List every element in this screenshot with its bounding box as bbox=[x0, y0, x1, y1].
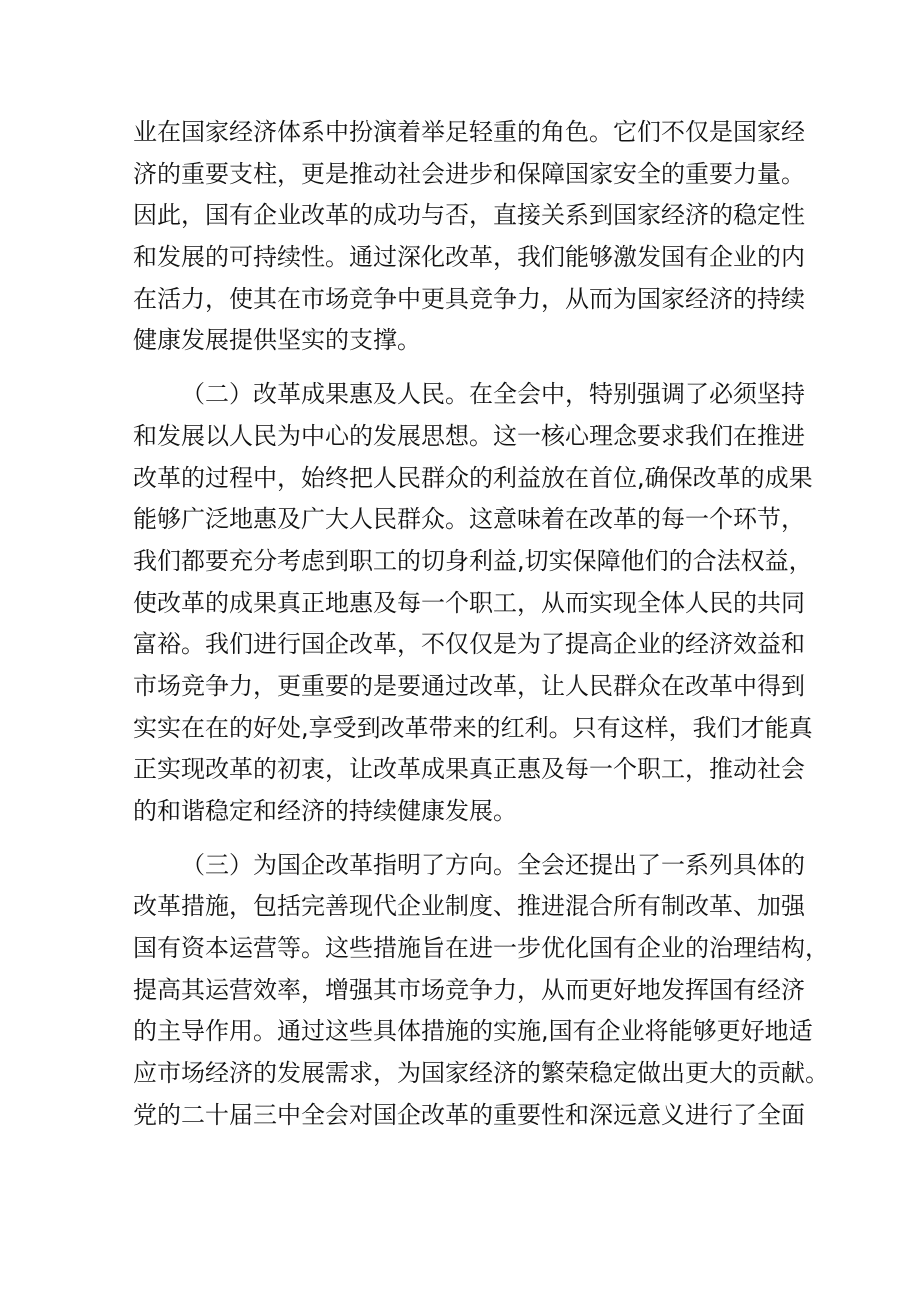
text-line: 改革措施，包括完善现代企业制度、推进混合所有制改革、加强 bbox=[133, 892, 805, 921]
text-line: 改革的过程中，始终把人民群众的利益放在首位,确保改革的成果 bbox=[133, 463, 813, 492]
text-line: 的主导作用。通过这些具体措施的实施,国有企业将能够更好地适 bbox=[133, 1017, 813, 1046]
document-body bbox=[133, 112, 829, 1137]
text-line: 党的二十届三中全会对国企改革的重要性和深远意义进行了全面 bbox=[133, 1100, 805, 1129]
text-line: 和发展以人民为中心的发展思想。这一核心理念要求我们在推进 bbox=[133, 421, 805, 450]
text-line: 实实在在的好处,享受到改革带来的红利。只有这样，我们才能真 bbox=[133, 713, 813, 742]
text-line: 健康发展提供坚实的支撑。 bbox=[133, 326, 421, 355]
text-line: 我们都要充分考虑到职工的切身利益,切实保障他们的合法权益， bbox=[133, 546, 813, 575]
text-line: 在活力，使其在市场竞争中更具竞争力，从而为国家经济的持续 bbox=[133, 284, 805, 313]
paragraph-gap bbox=[133, 362, 805, 374]
text-line: 因此，国有企业改革的成功与否，直接关系到国家经济的稳定性 bbox=[133, 201, 805, 230]
text-line: 正实现改革的初衷，让改革成果真正惠及每一个职工，推动社会 bbox=[133, 755, 805, 784]
text-line: 使改革的成果真正地惠及每一个职工，从而实现全体人民的共同 bbox=[133, 588, 805, 617]
text-line: 应市场经济的发展需求，为国家经济的繁荣稳定做出更大的贡献。 bbox=[133, 1059, 829, 1088]
text-line: 济的重要支柱，更是推动社会进步和保障国家安全的重要力量。 bbox=[133, 159, 805, 188]
paragraph-gap bbox=[133, 833, 805, 845]
text-line: 能够广泛地惠及广大人民群众。这意味着在改革的每一个环节， bbox=[133, 505, 805, 534]
text-line: 业在国家经济体系中扮演着举足轻重的角色。它们不仅是国家经 bbox=[133, 118, 805, 146]
text-line: 和发展的可持续性。通过深化改革，我们能够激发国有企业的内 bbox=[133, 243, 805, 272]
paragraph-2 bbox=[133, 374, 813, 833]
text-line: 国有资本运营等。这些措施旨在进一步优化国有企业的治理结构， bbox=[133, 934, 829, 963]
paragraph-3 bbox=[133, 845, 829, 1137]
text-line: 提高其运营效率，增强其市场竞争力，从而更好地发挥国有经济 bbox=[133, 975, 805, 1004]
text-line: 市场竞争力，更重要的是要通过改革，让人民群众在改革中得到 bbox=[133, 671, 805, 700]
text-line: （三）为国企改革指明了方向。全会还提出了一系列具体的 bbox=[181, 850, 805, 879]
paragraph-1 bbox=[133, 112, 805, 362]
text-line: 富裕。我们进行国企改革，不仅仅是为了提高企业的经济效益和 bbox=[133, 630, 805, 659]
text-line: 的和谐稳定和经济的持续健康发展。 bbox=[133, 797, 517, 825]
text-line: （二）改革成果惠及人民。在全会中，特别强调了必须坚持 bbox=[181, 380, 805, 409]
